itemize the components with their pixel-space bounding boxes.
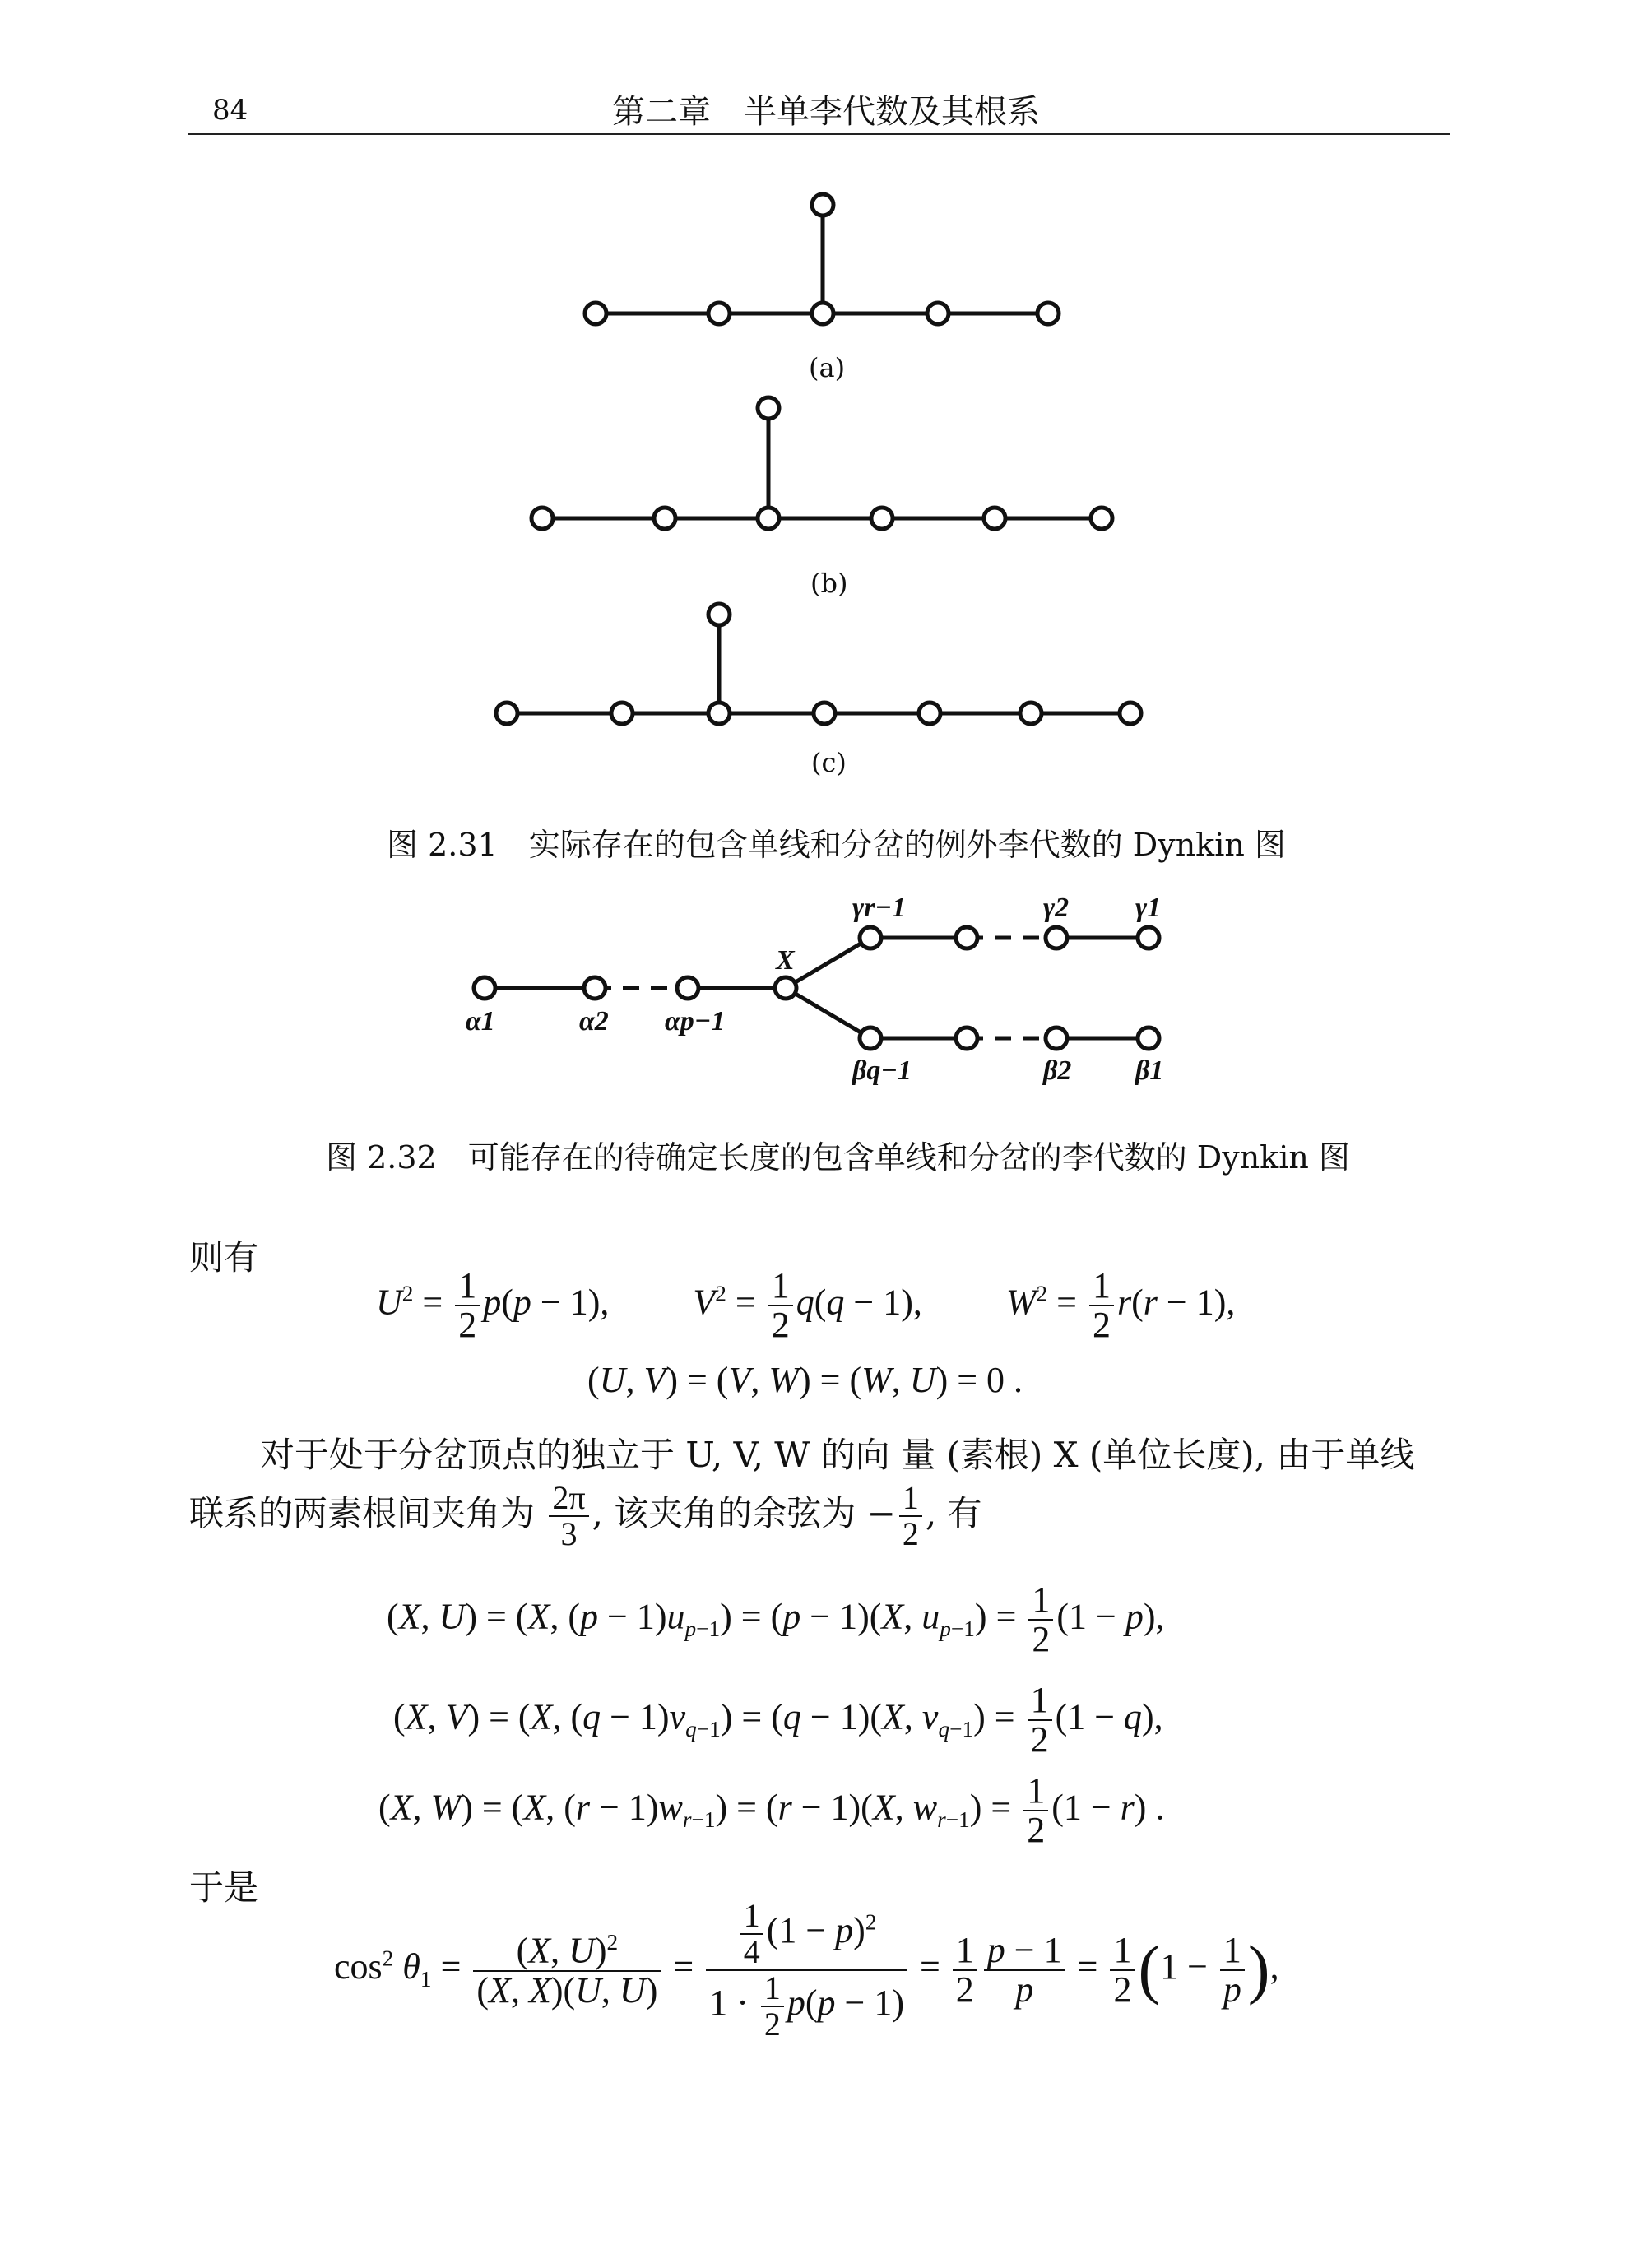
node xyxy=(1138,1027,1159,1049)
equation-4: (X, V) = (X, $(q - 1)v_{q-1}) = (q - 1)(X$, $v_{q-1}$) = $\frac{1}{2}$ (1 − q), xyxy=(393,1680,1163,1760)
subfigure-label-a: (a) xyxy=(809,352,846,383)
node xyxy=(1046,927,1067,948)
label-beta1: β1 xyxy=(1135,1055,1164,1086)
label-alpha1: α1 xyxy=(466,1006,495,1037)
figure-2-31-caption: 图 2.31 实际存在的包含单线和分岔的例外李代数的 Dynkin 图 xyxy=(387,827,1286,863)
equation-3: (X, U) = (X, $(p - 1)u_{p-1}) = (p - 1)(X$, $u_{p-1}$) = $\frac{1}{2}$ (1 − p), xyxy=(387,1579,1165,1660)
node xyxy=(775,977,796,999)
then-have-text: 则有 xyxy=(189,1237,259,1278)
node xyxy=(677,977,698,999)
equation-1: $U^2$ = $\frac{1}{2}$ p(p − 1), $V^2$ = $\frac{1}{2}$ q(q − 1), $W^2$ = $\frac{1}{2}$ r(r − 1), xyxy=(376,1265,1236,1346)
page-number: 84 xyxy=(212,94,248,127)
label-betaq1: βq−1 xyxy=(852,1055,912,1086)
figure-2-32-caption: 图 2.32 可能存在的待确定长度的包含单线和分岔的李代数的 Dynkin 图 xyxy=(326,1139,1350,1176)
equation-6: $\cos^2 \theta_1$ = $\frac{(X, U)^2}{(X, X)(U, U)}$ = $\frac{1}{4}$ $(1 - p)^2$ 1 · $\frac{1}{2}$ p(p − 1) = $\frac{1}{2}$ $\frac{p - 1}{p}$ = $\frac{1}{2}$ (1 − $\frac{1}{p}$ ), xyxy=(334,1897,1279,2043)
equation-5: (X, W) = (X, $(r - 1)w_{r-1}) = (r - 1)(X$, $w_{r-1}$) = $\frac{1}{2}$ (1 − r) . xyxy=(378,1770,1165,1851)
node xyxy=(1138,927,1159,948)
paragraph-line-2c: , 有 xyxy=(925,1493,982,1533)
label-gamma2: γ2 xyxy=(1043,893,1070,923)
running-title: 第二章 半单李代数及其根系 xyxy=(612,93,1040,131)
subfigure-label-c: (c) xyxy=(811,747,847,778)
node xyxy=(860,1027,881,1049)
label-beta2: β2 xyxy=(1043,1055,1072,1086)
node xyxy=(1046,1027,1067,1049)
node xyxy=(584,977,606,999)
node xyxy=(956,1027,977,1049)
paragraph-line-2: 联系的两素根间夹角为 $\frac{2\pi}{3}$ , 该夹角的余弦为 − $\frac{1}{2}$ , 有 xyxy=(189,1479,982,1552)
label-alpha2: α2 xyxy=(579,1006,609,1037)
label-alphap1: αp−1 xyxy=(665,1006,726,1037)
paragraph-line-2a: 联系的两素根间夹角为 xyxy=(189,1493,536,1533)
node xyxy=(956,927,977,948)
thus-text: 于是 xyxy=(189,1867,259,1908)
node xyxy=(860,927,881,948)
label-gamma1: γ1 xyxy=(1135,893,1162,923)
subfigure-label-b: (b) xyxy=(810,568,848,599)
node xyxy=(474,977,495,999)
equation-2: (U, V) = (V, W) = (W, U) = 0 . xyxy=(587,1360,1023,1400)
paragraph-line-2b: , 该夹角的余弦为 − xyxy=(592,1493,896,1533)
paragraph-line-1: 对于处于分岔顶点的独立于 U, V, W 的向 量 (素根) X (单位长度), 由于单线 xyxy=(260,1435,1415,1475)
label-x: X xyxy=(776,945,795,976)
label-gammar1: γr−1 xyxy=(852,893,906,923)
